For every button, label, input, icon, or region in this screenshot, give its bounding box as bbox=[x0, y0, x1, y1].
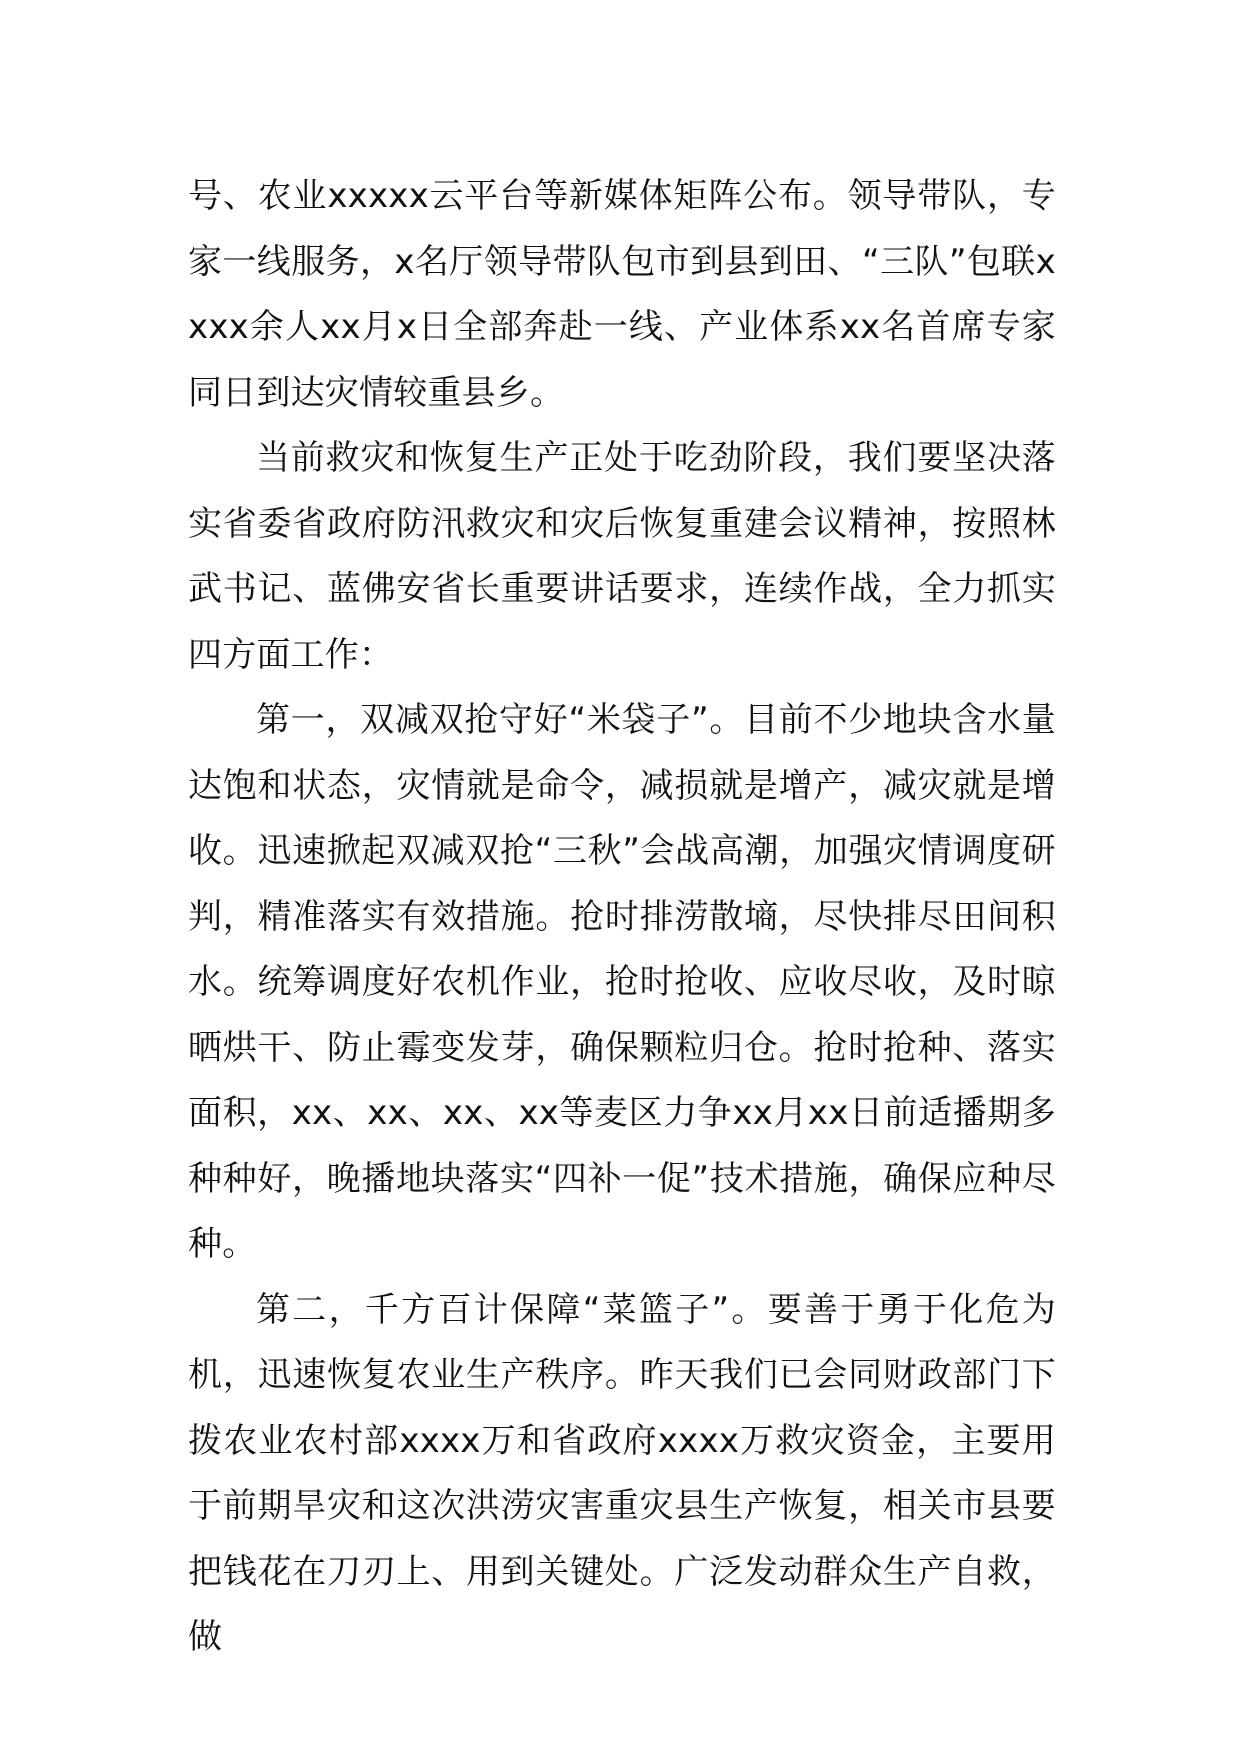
paragraph-second-task: 第二，千方百计保障“菜篮子”。要善于勇于化危为机，迅速恢复农业生产秩序。昨天我们已会同财政部门下拨农业农村部xxxx万和省政府xxxx万救灾资金，主要用于前期旱灾和这次洪涝灾害重灾县生产恢复，相关市县要把钱花在刀刃上、用到关键处。广泛发动群众生产自救，做 bbox=[188, 1289, 1056, 1657]
paragraph-first-task: 第一，双减双抢守好“米袋子”。目前不少地块含水量达饱和状态，灾情就是命令，减损就是增产，减灾就是增收。迅速掀起双减双抢“三秋”会战高潮，加强灾情调度研判，精准落实有效措施。抢时排涝散墒，尽快排尽田间积水。统筹调度好农机作业，抢时抢收、应收尽收，及时晾晒烘干、防止霉变发芽，确保颗粒归仓。抢时抢种、落实面积，xx、xx、xx、xx等麦区力争xx月xx日前适播期多种种好，晚播地块落实“四补一促”技术措施，确保应种尽种。 bbox=[188, 700, 1056, 1264]
paragraph-current-situation: 当前救灾和恢复生产正处于吃劲阶段，我们要坚决落实省委省政府防汛救灾和灾后恢复重建会议精神，按照林武书记、蓝佛安省长重要讲话要求，连续作战，全力抓实四方面工作： bbox=[188, 438, 1056, 675]
document-page bbox=[188, 164, 1056, 1671]
paragraph-continuation: 号、农业xxxxx云平台等新媒体矩阵公布。领导带队，专家一线服务，x名厅领导带队包市到县到田、“三队”包联xxxx余人xx月x日全部奔赴一线、产业体系xx名首席专家同日到达灾情较重县乡。 bbox=[188, 176, 1056, 413]
